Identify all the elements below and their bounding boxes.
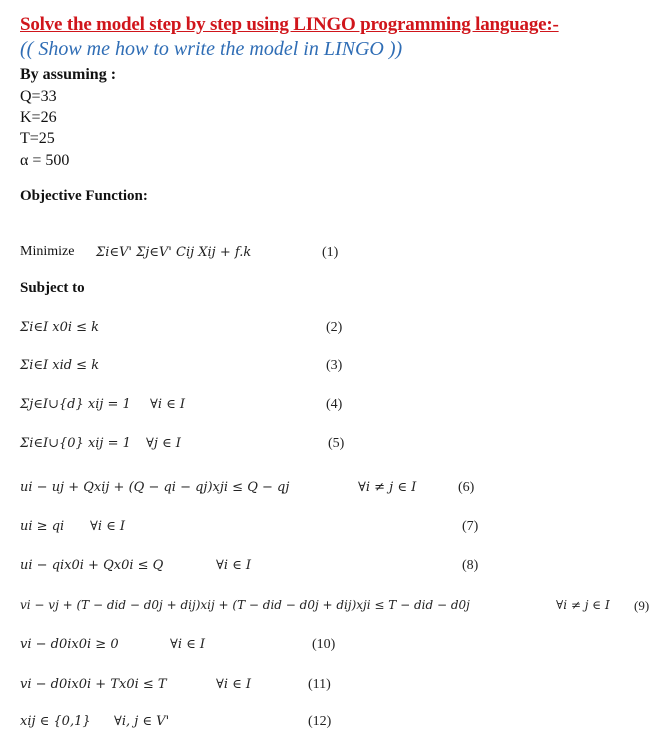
assumptions-heading: By assuming : — [20, 66, 117, 83]
constraint-quantifier: ∀i ∈ I — [216, 558, 252, 573]
equation-number: (7) — [462, 519, 479, 534]
constraint-quantifier: ∀i ≠ j ∈ I — [556, 598, 610, 612]
equation-number: (2) — [326, 320, 343, 335]
equation-number: (6) — [458, 480, 475, 495]
constraint-quantifier: ∀i ∈ I — [216, 677, 252, 692]
equation-number: (10) — [312, 637, 336, 652]
subject-to-heading: Subject to — [20, 280, 85, 296]
constraint-expression: Σi∈I xid ≤ k — [20, 358, 100, 373]
assumption-alpha: α = 500 — [20, 152, 70, 169]
constraint-expression: Σi∈I∪{0} xij = 1 — [20, 436, 131, 451]
objective-heading: Objective Function: — [20, 188, 148, 204]
assumption-t: T=25 — [20, 130, 55, 147]
objective-label: Minimize — [20, 244, 75, 259]
constraint-quantifier: ∀i ∈ I — [170, 637, 206, 652]
constraint-quantifier: ∀i ∈ I — [150, 397, 186, 412]
equation-number: (9) — [634, 598, 650, 613]
constraint-quantifier: ∀i ≠ j ∈ I — [358, 480, 417, 495]
assumption-q: Q=33 — [20, 88, 57, 105]
equation-number: (8) — [462, 558, 479, 573]
equation-number: (5) — [328, 436, 345, 451]
page-subtitle: (( Show me how to write the model in LINGO )) — [20, 38, 403, 60]
equation-number: (1) — [322, 245, 339, 260]
constraint-expression: vi − vj + (T − did − d0j + dij)xij + (T − did − d0j + dij)xji ≤ T − did − d0j — [20, 598, 470, 612]
constraint-expression: ui − uj + Qxij + (Q − qi − qj)xji ≤ Q − qj — [20, 480, 290, 495]
page-title: Solve the model step by step using LINGO programming language:- — [20, 14, 559, 35]
constraint-expression: Σj∈I∪{d} xij = 1 — [20, 397, 131, 412]
constraint-expression: xij ∈ {0,1} — [20, 714, 91, 729]
constraint-expression: vi − d0ix0i + Tx0i ≤ T — [20, 677, 167, 692]
constraint-expression: ui ≥ qi — [20, 519, 65, 534]
objective-expression: Σi∈V' Σj∈V' Cij Xij + f.k — [96, 245, 252, 260]
constraint-quantifier: ∀i, j ∈ V' — [114, 714, 170, 729]
equation-number: (12) — [308, 714, 332, 729]
constraint-quantifier: ∀i ∈ I — [90, 519, 126, 534]
constraint-quantifier: ∀j ∈ I — [146, 436, 181, 451]
constraint-expression: vi − d0ix0i ≥ 0 — [20, 637, 119, 652]
constraint-expression: ui − qix0i + Qx0i ≤ Q — [20, 558, 164, 573]
assumption-k: K=26 — [20, 109, 57, 126]
equation-number: (11) — [308, 677, 331, 692]
equation-number: (4) — [326, 397, 343, 412]
equation-number: (3) — [326, 358, 343, 373]
constraint-expression: Σi∈I x0i ≤ k — [20, 320, 100, 335]
